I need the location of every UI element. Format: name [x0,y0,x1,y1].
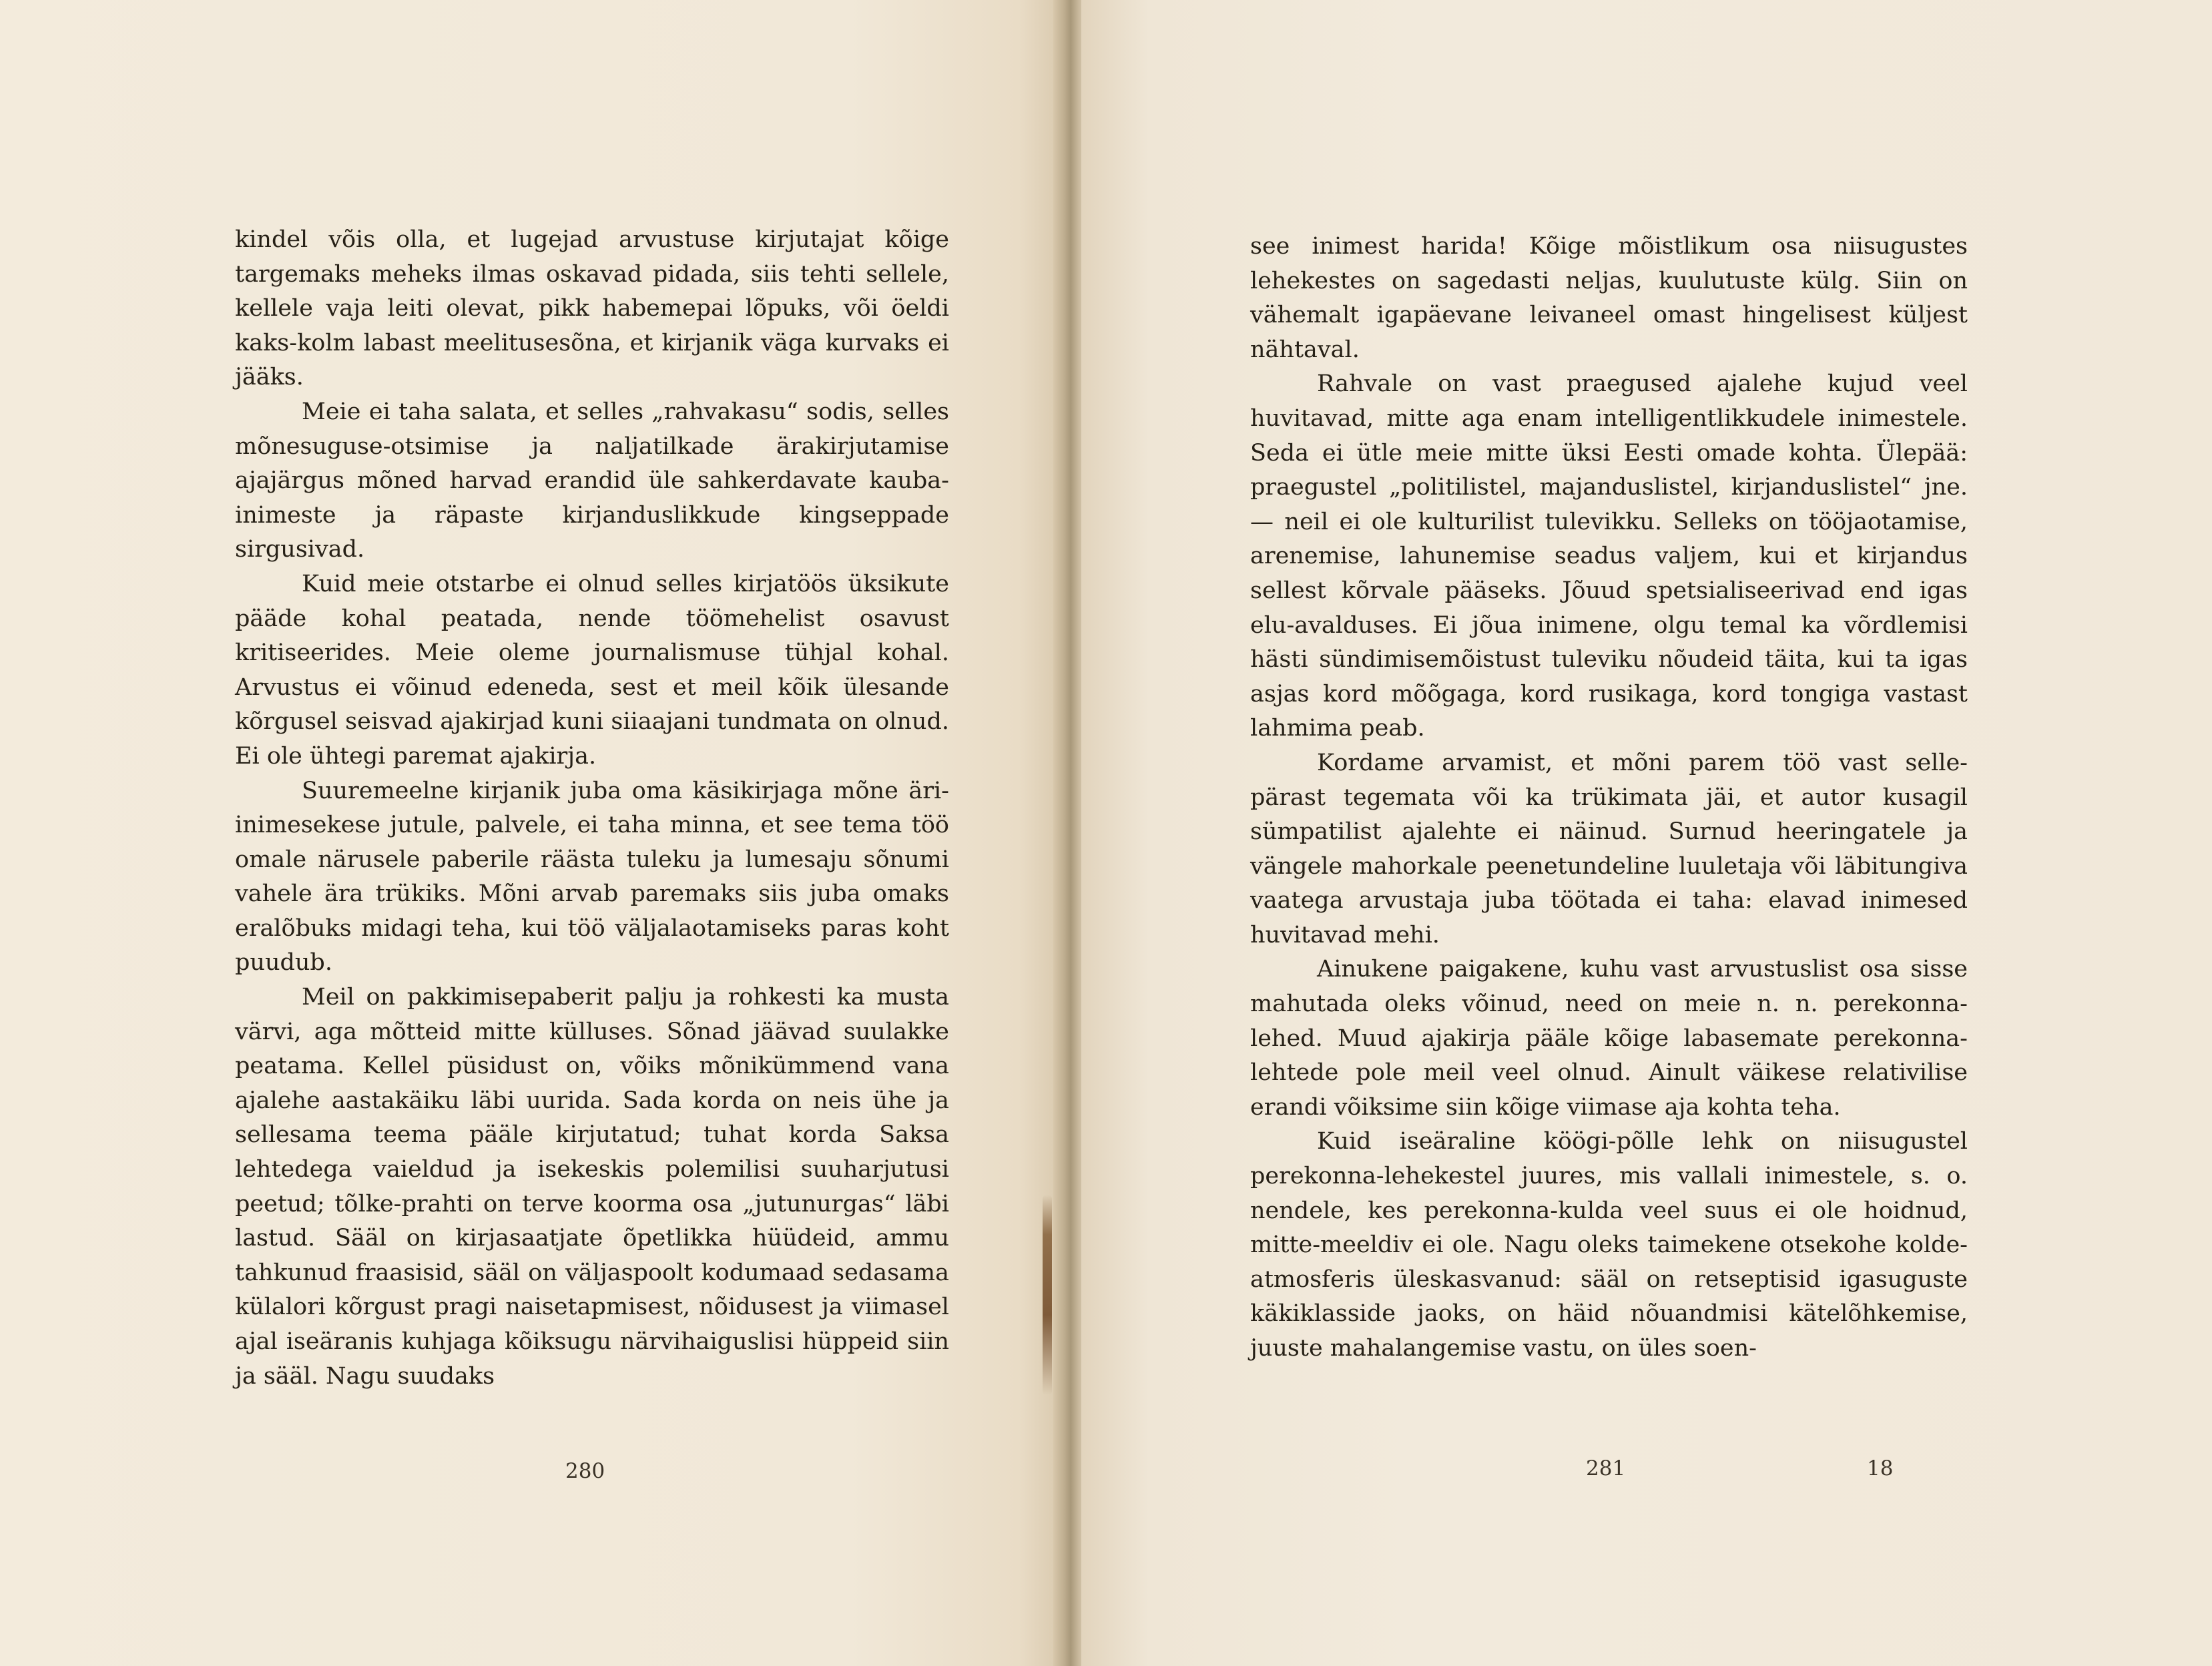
paragraph: Suuremeelne kirjanik juba oma käsikirjaga mõne äri-inimesekese jutule, palvele, ei taha minna, et see tema töö omale närusele paberile räästa tuleku ja lumesaju sõnumi vahele ära trükiks. Mõni arvab paremaks siis juba omaks eralõbuks midagi teha, kui töö väljalaotamiseks paras koht puudub. [235,777,949,977]
left-page-text [235,223,949,1394]
paragraph: Ainukene paigakene, kuhu vast arvustuslist osa sisse mahutada oleks võinud, need on meie n. n. perekonna-lehed. Muud ajakirja pääle kõige labasemate perekonna-lehtede pole meil veel olnud. Ainult väikese relativilise erandi võiksime siin kõige viimase aja kohta teha. [1250,956,1968,1121]
left-page [0,0,1061,1666]
page-number: 280 [565,1459,605,1483]
paragraph: kindel võis olla, et lugejad arvustuse kirjutajat kõige targemaks meheks ilmas oskavad pidada, siis tehti sellele, kellele vaja leiti olevat, pikk habemepai lõpuks, või öeldi kaks-kolm labast meelitusesõna, et kirjanik väga kurvaks ei jääks. [235,226,949,391]
right-page-text [1250,230,1968,1366]
page-number: 281 [1586,1456,1626,1480]
paragraph: Kuid meie otstarbe ei olnud selles kirjatöös üksikute pääde kohal peatada, nende töömehelist osavust kritiseerides. Meie oleme journalismuse tühjal kohal. Arvustus ei võinud edeneda, sest et meil kõik ülesande kõrgusel seisvad ajakirjad kuni siiaajani tundmata on olnud. Ei ole ühtegi paremat ajakirja. [235,570,949,770]
paragraph: Kordame arvamist, et mõni parem töö vast selle-pärast tegemata või ka trükimata jäi, et autor kusagil sümpatilist ajalehte ei näinud. Surnud heeringatele ja vängele mahorkale peenetundeline luuletaja või läbitungiva vaatega arvustaja juba töötada ei taha: elavad inimesed huvitavad mehi. [1250,749,1968,948]
binding-stain [1043,1195,1052,1395]
paragraph: Meie ei taha salata, et selles „rahvakasu“ sodis, selles mõnesuguse-otsimise ja naljatilkade ärakirjutamise ajajärgus mõned harvad erandid üle sahkerdavate kauba-inimeste ja räpaste kirjanduslikkude kingseppade sirgusivad. [235,398,949,563]
paragraph: see inimest harida! Kõige mõistlikum osa niisugustes lehekestes on sagedasti neljas, kuulutuste külg. Siin on vähemalt igapäevane leivaneel omast hingelisest küljest nähtaval. [1250,233,1968,363]
paragraph: Meil on pakkimisepaberit palju ja rohkesti ka musta värvi, aga mõtteid mitte külluses. Sõnad jäävad suulakke peatama. Kellel püsidust on, võiks mõnikümmend vana ajalehe aastakäiku läbi uurida. Sada korda on neis ühe ja sellesama teema pääle kirjutatud; tuhat korda Saksa lehtedega vaieldud ja isekeskis polemilisi suuharjutusi peetud; tõlke-prahti on terve koorma osa „jutunurgas“ läbi lastud. Sääl on kirjasaatjate õpetlikka hüüdeid, ammu tahkunud fraasisid, sääl on väljaspoolt kodumaad sedasama külalori kõrgust pragi naisetapmisest, nõidusest ja viimasel ajal iseäranis kuhjaga kõiksugu närvihaiguslisi hüppeid siin ja sääl. Nagu suudaks [235,984,949,1390]
paragraph: Rahvale on vast praegused ajalehe kujud veel huvitavad, mitte aga enam intelligentlikkudele inimestele. Seda ei ütle meie mitte üksi Eesti omade kohta. Ülepää: praegustel „politilistel, majanduslistel, kirjanduslistel“ jne. — neil ei ole kulturilist tulevikku. Selleks on tööjaotamise, arenemise, lahunemise seadus valjem, kui et kirjandus sellest kõrvale pääseks. Jõuud spetsialiseerivad end igas elu-avalduses. Ei jõua inimene, olgu temal ka võrdlemisi hästi sündimisemõistust tuleviku nõudeid täita, kui ta igas asjas kord mõõgaga, kord rusikaga, kord tongiga vastast lahmima peab. [1250,370,1968,742]
signature-mark: 18 [1867,1456,1894,1480]
paragraph: Kuid iseäraline köögi-põlle lehk on niisugustel perekonna-lehekestel juures, mis vallali inimestele, s. o. nendele, kes perekonna-kulda veel suus ei ole hoidnud, mitte-meeldiv ei ole. Nagu oleks taimekene otsekohe kolde-atmosferis üleskasvanud: sääl on retseptisid igasuguste käkiklasside jaoks, on häid nõuandmisi kätelõhkemise, juuste mahalangemise vastu, on üles soen- [1250,1128,1968,1362]
